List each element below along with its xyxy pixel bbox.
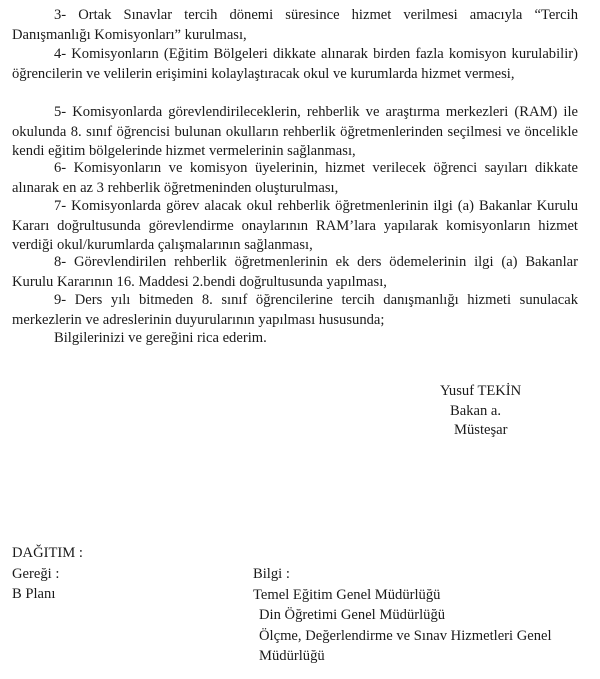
item-5: 5- Komisyonlarda görevlendirileceklerin, rehberlik ve araştırma merkezleri (RAM) ile okulunda 8. sınıf öğrencisi bulunan okulların rehberlik öğretmenlerinden seçilmesi ve öncelikle kendi eğitim bölgelerinde hizmet vermelerinin sağlanması,: [12, 104, 578, 159]
item-9: 9- Ders yılı bitmeden 8. sınıf öğrencilerine tercih danışmanlığı hizmeti sunulacak merkezlerin ve adreslerinin duyurularının yapılması hususunda;: [12, 292, 578, 328]
closing-line: Bilgilerinizi ve gereğini rica ederim.: [54, 330, 267, 346]
item-3: 3- Ortak Sınavlar tercih dönemi süresince hizmet verilmesi amacıyla “Tercih Danışmanlığı Komisyonları” kurulması,: [12, 7, 578, 43]
distribution-heading: DAĞITIM :: [12, 545, 83, 561]
item-6: 6- Komisyonların ve komisyon üyelerinin, hizmet verilecek öğrenci sayıları dikkate alınarak en az 3 rehberlik öğretmeninden oluşturulması,: [12, 160, 578, 196]
bilgi-item: Din Öğretimi Genel Müdürlüğü: [259, 607, 446, 624]
item-7: 7- Komisyonlarda görev alacak okul rehberlik öğretmenlerinin ilgi (a) Bakanlar Kurulu Kararı doğrultusunda görevlendirme onaylarının RAM’lara yapılarak komisyonların hizmet verdiği okul/kurumlarda çalışmalarının sağlanması,: [12, 198, 578, 253]
item-4: 4- Komisyonların (Eğitim Bölgeleri dikkate alınarak birden fazla komisyon kurulabilir) öğrencilerin ve velilerin erişimini kolaylaştıracak okul ve kurumlarda hizmet vermesi,: [12, 46, 578, 82]
signer-name: Yusuf TEKİN: [440, 383, 522, 399]
bilgi-item: Ölçme, Değerlendirme ve Sınav Hizmetleri Genel: [259, 627, 552, 644]
gereği-label: Gereği :: [12, 565, 60, 582]
item-8: 8- Görevlendirilen rehberlik öğretmenlerinin ek ders ödemelerinin ilgi (a) Bakanlar Kurulu Kararının 16. Maddesi 2.bendi doğrultusunda yapılması,: [12, 254, 578, 290]
bilgi-item: Temel Eğitim Genel Müdürlüğü: [253, 586, 441, 603]
bilgi-label: Bilgi :: [253, 566, 290, 582]
bilgi-item: Müdürlüğü: [259, 648, 325, 665]
gereği-item: B Planı: [12, 586, 56, 603]
signer-title: Bakan a.: [450, 402, 502, 419]
signature-block: [440, 382, 590, 441]
signer-position: Müsteşar: [454, 422, 508, 438]
distribution-left: [12, 543, 83, 605]
distribution-right: [253, 564, 552, 667]
